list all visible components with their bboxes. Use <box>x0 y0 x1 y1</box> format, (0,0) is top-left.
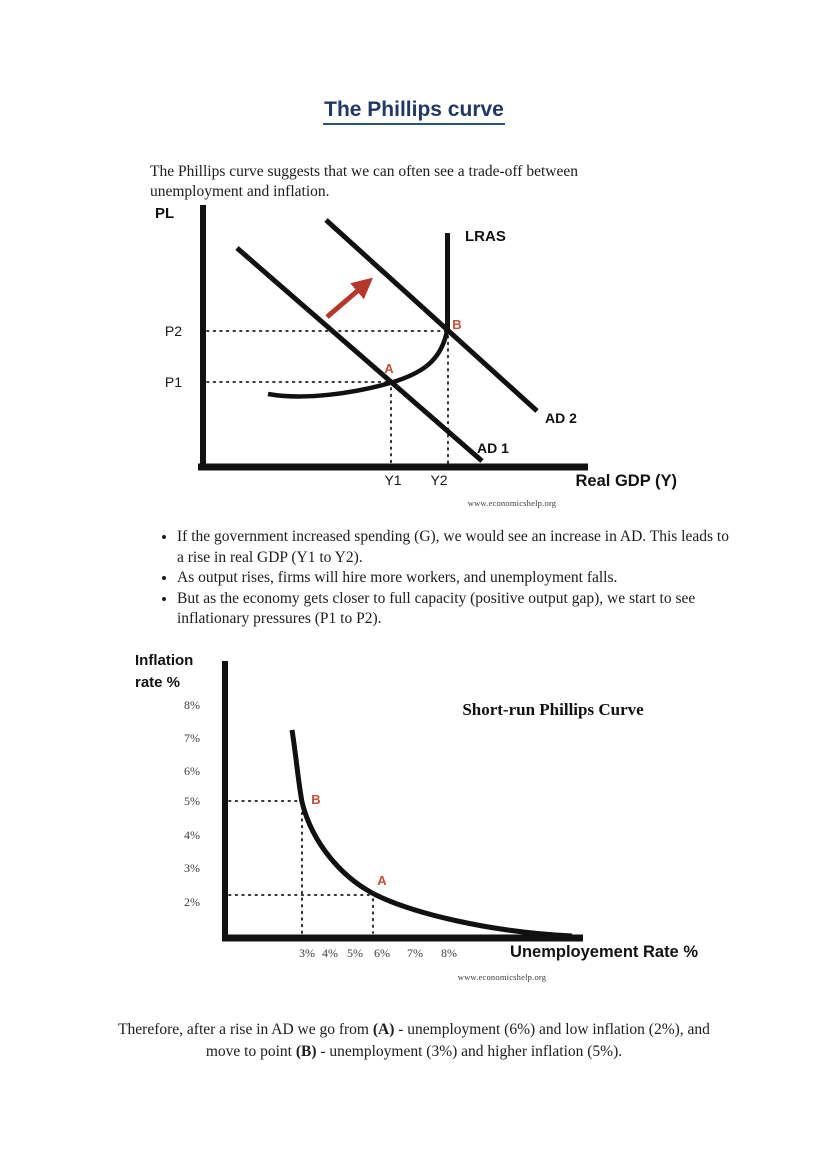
intro-paragraph: The Phillips curve suggests that we can often see a trade-off between unemployment and inflation. <box>150 162 578 200</box>
x-tick-6: 6% <box>374 946 390 960</box>
x-tick-5: 5% <box>347 946 363 960</box>
phillips-svg <box>120 645 720 990</box>
page-title-text: The Phillips curve <box>323 98 505 125</box>
list-item <box>177 527 729 568</box>
conclusion-part: Therefore, after a rise in AD we go from <box>118 1020 373 1038</box>
p2-label: P2 <box>164 323 182 339</box>
phillips-chart-title: Short-run Phillips Curve <box>462 700 644 719</box>
bullet-2-text: As output rises, firms will hire more workers, and unemployment falls. <box>177 569 618 586</box>
phillips-diagram <box>120 645 720 990</box>
y1-tick-label: Y1 <box>384 472 402 488</box>
conclusion-point-b: (B) <box>295 1042 317 1060</box>
point-a-label: A <box>384 361 394 376</box>
ad-as-diagram <box>130 195 700 530</box>
page-title <box>0 98 828 122</box>
list-item <box>177 568 729 589</box>
p1-label: P1 <box>164 374 182 390</box>
inflation-axis-label-line2: rate % <box>135 674 181 691</box>
x-tick-3: 3% <box>299 946 315 960</box>
ad-as-svg <box>130 195 700 530</box>
y-tick-8: 8% <box>184 698 200 712</box>
watermark-2: www.economicshelp.org <box>457 972 547 982</box>
conclusion-point-a: (A) <box>372 1020 395 1038</box>
ad2-curve <box>326 220 537 411</box>
lras-label: LRAS <box>465 228 506 245</box>
conclusion-paragraph <box>114 1019 714 1063</box>
bullet-3-text: But as the economy gets closer to full capacity (positive output gap), we start to see inflationary pressures (P1 to P2). <box>177 589 696 627</box>
y-tick-6: 6% <box>184 764 200 778</box>
watermark-1: www.economicshelp.org <box>467 498 557 508</box>
x-tick-7: 7% <box>407 946 423 960</box>
y-tick-3: 3% <box>184 861 200 875</box>
y-tick-2: 2% <box>184 895 200 909</box>
y-tick-5: 5% <box>184 794 200 808</box>
y-tick-4: 4% <box>184 828 200 842</box>
point-a-label: A <box>377 873 387 888</box>
bullet-1-text: If the government increased spending (G), we would see an increase in AD. This leads to a rise in real GDP (Y1 to Y2). <box>177 528 729 566</box>
inflation-axis-label-line1: Inflation <box>135 652 194 669</box>
pl-axis-label: PL <box>155 205 175 222</box>
point-b-label: B <box>311 792 321 807</box>
ad-shift-arrow <box>327 281 369 317</box>
real-gdp-axis-label: Real GDP (Y) <box>575 472 677 490</box>
x-tick-8: 8% <box>441 946 457 960</box>
sras-curve <box>268 331 447 396</box>
list-item <box>177 589 729 630</box>
ad2-label: AD 2 <box>545 410 577 426</box>
ad1-label: AD 1 <box>477 440 509 456</box>
conclusion-part: - unemployment (6%) and low inflation (2%), and move to point <box>205 1020 710 1060</box>
unemployment-axis-label: Unemployement Rate % <box>510 943 698 961</box>
y2-tick-label: Y2 <box>430 472 448 488</box>
x-tick-4: 4% <box>322 946 338 960</box>
bullet-list <box>149 527 729 630</box>
conclusion-part: - unemployment (3%) and higher inflation (5%). <box>316 1042 623 1060</box>
point-b-label: B <box>452 317 462 332</box>
y-tick-7: 7% <box>184 731 200 745</box>
phillips-curve <box>292 730 572 936</box>
